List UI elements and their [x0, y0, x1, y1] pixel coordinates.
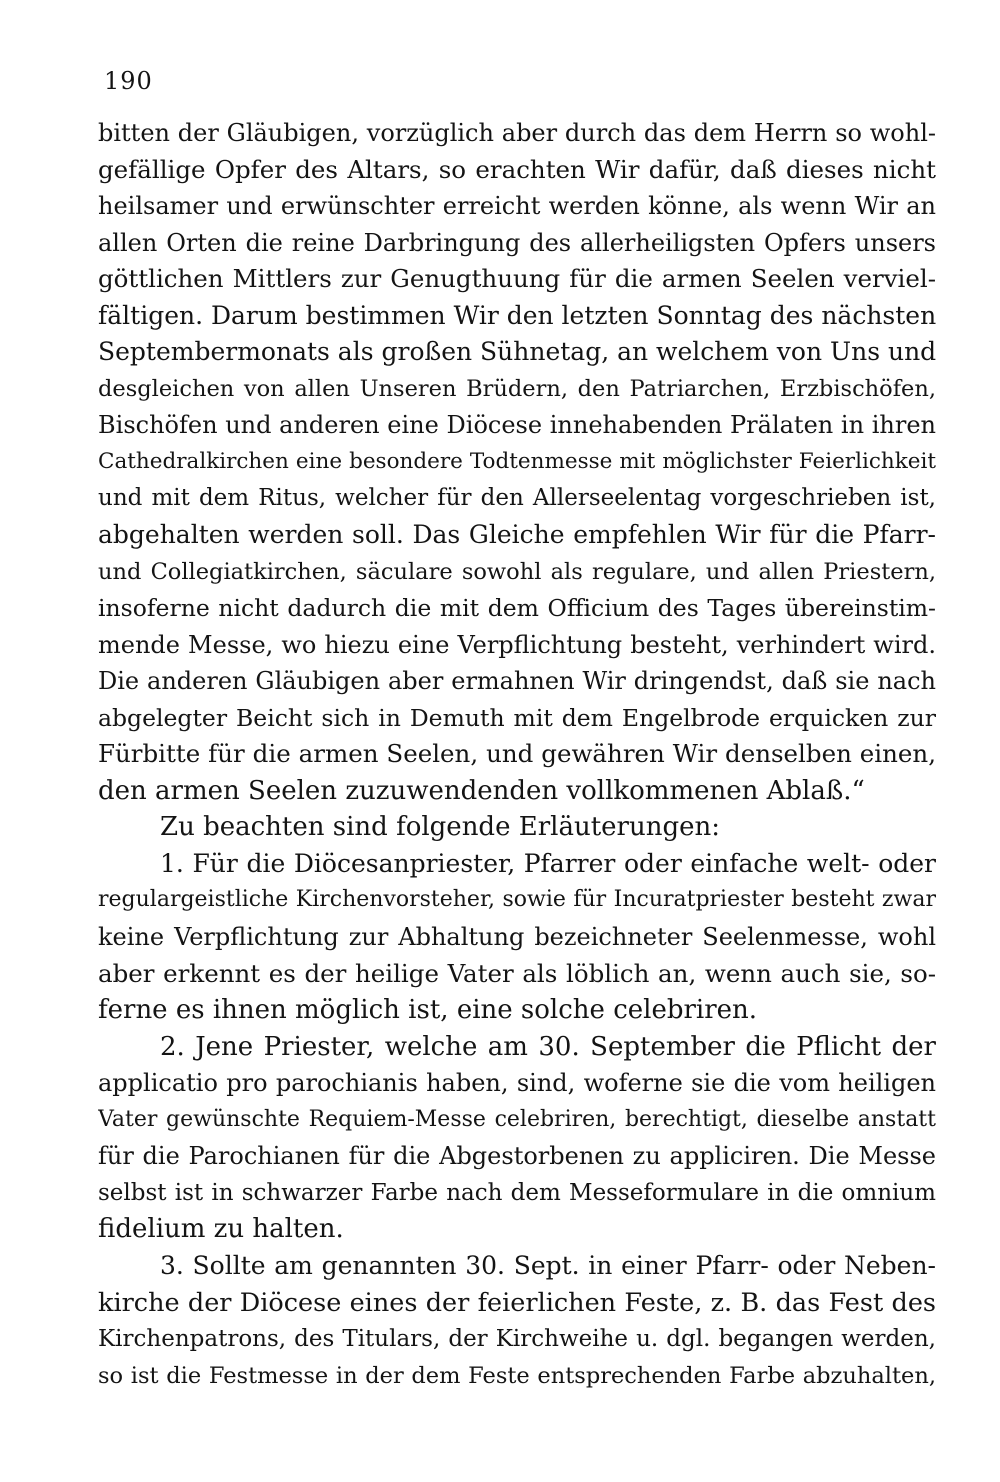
text-line: keine Verpflichtung zur Abhaltung bezeichneter Seelenmesse, wohl — [98, 923, 936, 952]
text-line: Septembermonats als großen Sühnetag, an welchem von Uns und — [98, 337, 936, 367]
text-line: für die Parochianen für die Abgestorbenen zu appliciren. Die Messe — [98, 1142, 936, 1171]
page-number: 190 — [104, 67, 153, 95]
text-line: kirche der Diöcese eines der feierlichen Feste, z. B. das Fest des — [98, 1287, 936, 1318]
text-line: abgelegter Beicht sich in Demuth mit dem Engelbrode erquicken zur — [98, 703, 936, 732]
text-line: selbst ist in schwarzer Farbe nach dem Messeformulare in die omnium — [98, 1179, 936, 1206]
text-line: applicatio pro parochianis haben, sind, woferne sie die vom heiligen — [98, 1069, 936, 1098]
text-line: ferne es ihnen möglich ist, eine solche celebriren. — [98, 995, 758, 1026]
text-line: Kirchenpatrons, des Titulars, der Kirchweihe u. dgl. begangen werden, — [98, 1326, 936, 1353]
text-line: Zu beachten sind folgende Erläuterungen: — [160, 812, 720, 843]
text-line: mende Messe, wo hiezu eine Verpflichtung besteht, verhindert wird. — [98, 630, 936, 659]
text-line: allen Orten die reine Darbringung des allerheiligsten Opfers unsers — [98, 228, 936, 257]
text-line: bitten der Gläubigen, vorzüglich aber durch das dem Herrn so wohl- — [98, 119, 936, 147]
text-line: insoferne nicht dadurch die mit dem Officium des Tages übereinstim- — [98, 594, 936, 623]
text-line: Vater gewünschte Requiem-Messe celebriren, berechtigt, dieselbe anstatt — [98, 1106, 936, 1132]
body-text — [98, 115, 936, 1394]
text-line: 1. Für die Diöcesanpriester, Pfarrer oder einfache welt- oder — [160, 848, 936, 878]
text-line: gefällige Opfer des Altars, so erachten Wir dafür, daß dieses nicht — [98, 154, 936, 184]
text-line: fidelium zu halten. — [98, 1214, 344, 1245]
text-line: göttlichen Mittlers zur Genugthuung für die armen Seelen verviel- — [98, 264, 936, 294]
text-line: Bischöfen und anderen eine Diöcese innehabenden Prälaten in ihren — [98, 411, 936, 440]
text-line: heilsamer und erwünschter erreicht werden könne, als wenn Wir an — [98, 192, 936, 221]
text-line: Die anderen Gläubigen aber ermahnen Wir dringendst, daß sie nach — [98, 667, 936, 696]
text-line: 2. Jene Priester, welche am 30. September die Pflicht der — [160, 1031, 936, 1062]
text-line: abgehalten werden soll. Das Gleiche empfehlen Wir für die Pfarr- — [98, 520, 936, 550]
text-line: aber erkennt es der heilige Vater als löblich an, wenn auch sie, so- — [98, 958, 936, 988]
text-line: den armen Seelen zuzuwendenden vollkommenen Ablaß.“ — [98, 775, 865, 806]
text-line: Cathedralkirchen eine besondere Todtenmesse mit möglichster Feierlichkeit — [98, 448, 936, 474]
text-line: 3. Sollte am genannten 30. Sept. in einer Pfarr- oder Neben- — [160, 1250, 936, 1280]
text-line: und mit dem Ritus, welcher für den Allerseelentag vorgeschrieben ist, — [98, 485, 936, 512]
text-line: so ist die Festmesse in der dem Feste entsprechenden Farbe abzuhalten, — [98, 1362, 936, 1389]
text-line: Fürbitte für die armen Seelen, und gewähren Wir denselben einen, — [98, 739, 936, 769]
text-line: fältigen. Darum bestimmen Wir den letzten Sonntag des nächsten — [98, 300, 936, 330]
text-line: und Collegiatkirchen, säculare sowohl als regulare, und allen Priestern, — [98, 558, 936, 585]
text-line: desgleichen von allen Unseren Brüdern, den Patriarchen, Erzbischöfen, — [98, 375, 936, 402]
text-line: regulargeistliche Kirchenvorsteher, sowie für Incuratpriester besteht zwar — [98, 887, 936, 913]
